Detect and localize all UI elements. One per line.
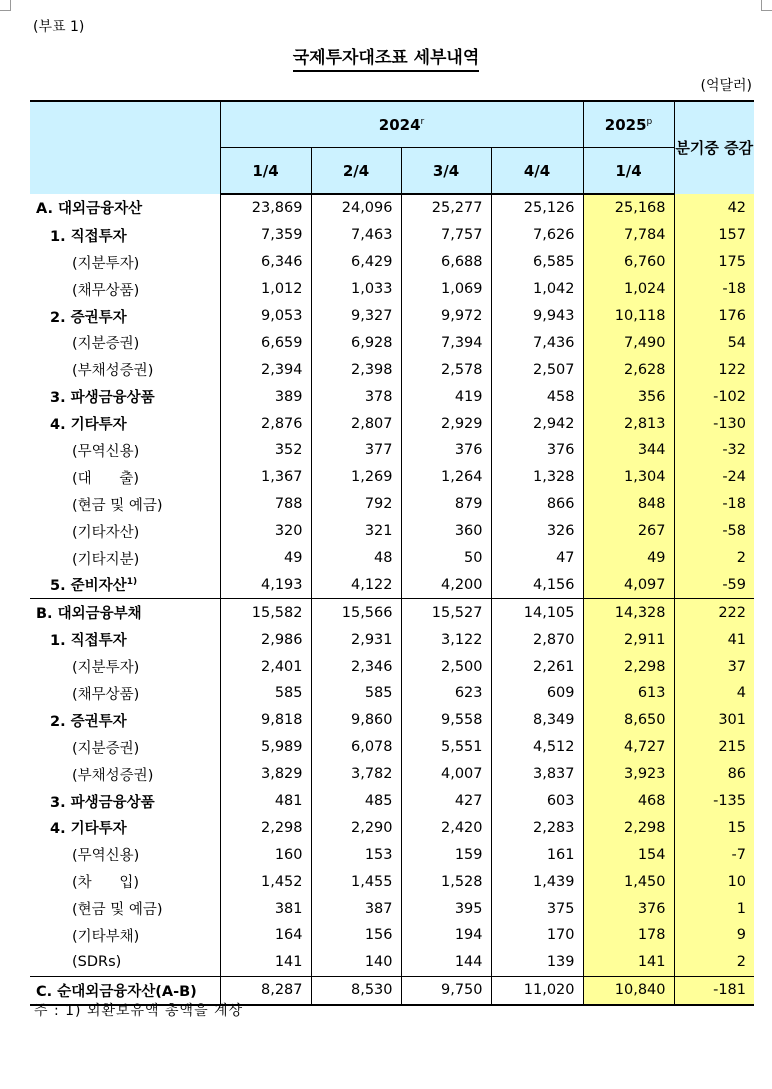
table-row: [30, 922, 754, 949]
header-quarter: 1/4: [220, 148, 311, 195]
value-cell: 156: [311, 922, 401, 949]
value-cell: 10,118: [583, 303, 674, 330]
table-row: [30, 410, 754, 437]
table-row: [30, 761, 754, 788]
table-row: [30, 276, 754, 303]
value-cell: 1,450: [583, 868, 674, 895]
change-cell: 301: [674, 707, 754, 734]
value-cell: 585: [220, 680, 311, 707]
value-cell: 419: [401, 383, 491, 410]
value-cell: 3,122: [401, 626, 491, 653]
value-cell: 9,943: [491, 303, 583, 330]
value-cell: 376: [583, 895, 674, 922]
value-cell: 14,328: [583, 599, 674, 626]
row-label: (기타지분): [30, 545, 220, 572]
table-row: [30, 545, 754, 572]
change-cell: 15: [674, 814, 754, 841]
value-cell: 6,928: [311, 329, 401, 356]
row-label: (부채성증권): [30, 356, 220, 383]
row-label: 1. 직접투자: [30, 222, 220, 249]
row-label: 5. 준비자산$^{1)}$: [30, 571, 220, 598]
row-label: (부채성증권): [30, 761, 220, 788]
value-cell: 178: [583, 922, 674, 949]
value-cell: 1,328: [491, 464, 583, 491]
row-label: (현금 및 예금): [30, 895, 220, 922]
change-cell: -18: [674, 276, 754, 303]
value-cell: 141: [220, 949, 311, 976]
value-cell: 352: [220, 437, 311, 464]
value-cell: 2,394: [220, 356, 311, 383]
value-cell: 866: [491, 491, 583, 518]
value-cell: 485: [311, 788, 401, 815]
value-cell: 9,972: [401, 303, 491, 330]
value-cell: 48: [311, 545, 401, 572]
row-label: (차 입): [30, 868, 220, 895]
value-cell: 2,578: [401, 356, 491, 383]
value-cell: 356: [583, 383, 674, 410]
value-cell: 154: [583, 841, 674, 868]
value-cell: 2,298: [583, 814, 674, 841]
value-cell: 5,989: [220, 734, 311, 761]
value-cell: 376: [491, 437, 583, 464]
value-cell: 141: [583, 949, 674, 976]
value-cell: 8,349: [491, 707, 583, 734]
value-cell: 4,156: [491, 571, 583, 598]
row-label: (지분증권): [30, 329, 220, 356]
value-cell: 2,398: [311, 356, 401, 383]
value-cell: 848: [583, 491, 674, 518]
header-blank: [30, 101, 220, 194]
table-row: [30, 814, 754, 841]
value-cell: 160: [220, 841, 311, 868]
change-cell: -24: [674, 464, 754, 491]
row-label: (기타자산): [30, 518, 220, 545]
row-label: (대 출): [30, 464, 220, 491]
value-cell: 3,782: [311, 761, 401, 788]
table-row: [30, 653, 754, 680]
table-row: [30, 303, 754, 330]
row-label: 1. 직접투자: [30, 626, 220, 653]
value-cell: 49: [583, 545, 674, 572]
value-cell: 7,490: [583, 329, 674, 356]
change-cell: -58: [674, 518, 754, 545]
row-label: (현금 및 예금): [30, 491, 220, 518]
table-row: [30, 788, 754, 815]
change-cell: -18: [674, 491, 754, 518]
change-cell: 4: [674, 680, 754, 707]
value-cell: 4,727: [583, 734, 674, 761]
value-cell: 3,837: [491, 761, 583, 788]
value-cell: 9,860: [311, 707, 401, 734]
value-cell: 2,813: [583, 410, 674, 437]
row-label: (SDRs): [30, 949, 220, 976]
value-cell: 11,020: [491, 976, 583, 1004]
value-cell: 458: [491, 383, 583, 410]
change-cell: -102: [674, 383, 754, 410]
value-cell: 6,346: [220, 249, 311, 276]
change-cell: 86: [674, 761, 754, 788]
value-cell: 2,261: [491, 653, 583, 680]
table-row: [30, 599, 754, 626]
value-cell: 2,283: [491, 814, 583, 841]
value-cell: 2,876: [220, 410, 311, 437]
change-cell: -135: [674, 788, 754, 815]
value-cell: 8,650: [583, 707, 674, 734]
value-cell: 360: [401, 518, 491, 545]
value-cell: 7,359: [220, 222, 311, 249]
change-cell: 175: [674, 249, 754, 276]
value-cell: 7,463: [311, 222, 401, 249]
value-cell: 7,757: [401, 222, 491, 249]
value-cell: 8,287: [220, 976, 311, 1004]
value-cell: 6,688: [401, 249, 491, 276]
value-cell: 6,429: [311, 249, 401, 276]
header-row-years: [30, 101, 754, 148]
change-cell: -130: [674, 410, 754, 437]
table-row: [30, 626, 754, 653]
value-cell: 15,566: [311, 599, 401, 626]
change-cell: 1: [674, 895, 754, 922]
row-label: 4. 기타투자: [30, 814, 220, 841]
value-cell: 25,277: [401, 194, 491, 222]
value-cell: 623: [401, 680, 491, 707]
value-cell: 2,628: [583, 356, 674, 383]
value-cell: 4,007: [401, 761, 491, 788]
row-label: (무역신용): [30, 437, 220, 464]
header-quarter: 3/4: [401, 148, 491, 195]
value-cell: 2,346: [311, 653, 401, 680]
row-label: (채무상품): [30, 680, 220, 707]
value-cell: 140: [311, 949, 401, 976]
value-cell: 1,264: [401, 464, 491, 491]
value-cell: 159: [401, 841, 491, 868]
value-cell: 481: [220, 788, 311, 815]
value-cell: 3,923: [583, 761, 674, 788]
value-cell: 15,582: [220, 599, 311, 626]
value-cell: 1,033: [311, 276, 401, 303]
value-cell: 267: [583, 518, 674, 545]
table-row: [30, 895, 754, 922]
table-row: [30, 491, 754, 518]
title-text: 국제투자대조표 세부내역: [293, 48, 480, 72]
value-cell: 377: [311, 437, 401, 464]
value-cell: 326: [491, 518, 583, 545]
row-label: (채무상품): [30, 276, 220, 303]
value-cell: 9,053: [220, 303, 311, 330]
value-cell: 395: [401, 895, 491, 922]
table-row: [30, 194, 754, 222]
value-cell: 375: [491, 895, 583, 922]
value-cell: 468: [583, 788, 674, 815]
table-row: [30, 707, 754, 734]
corner-mark-left: [0, 0, 11, 11]
value-cell: 15,527: [401, 599, 491, 626]
header-change: 분기중 증감: [674, 101, 754, 194]
value-cell: 376: [401, 437, 491, 464]
value-cell: 792: [311, 491, 401, 518]
table-row: [30, 383, 754, 410]
value-cell: 9,750: [401, 976, 491, 1004]
table-row: [30, 680, 754, 707]
value-cell: 2,298: [583, 653, 674, 680]
value-cell: 2,507: [491, 356, 583, 383]
change-cell: 215: [674, 734, 754, 761]
table-row: [30, 518, 754, 545]
change-cell: 222: [674, 599, 754, 626]
change-cell: 41: [674, 626, 754, 653]
table-row: [30, 734, 754, 761]
row-label: (무역신용): [30, 841, 220, 868]
value-cell: 6,760: [583, 249, 674, 276]
iip-detail-table: [30, 100, 754, 1006]
value-cell: 7,394: [401, 329, 491, 356]
value-cell: 2,420: [401, 814, 491, 841]
header-year-2025: 2025$^p$: [583, 101, 674, 148]
value-cell: 7,784: [583, 222, 674, 249]
value-cell: 2,870: [491, 626, 583, 653]
row-label: A. 대외금융자산: [30, 194, 220, 222]
header-quarter: 2/4: [311, 148, 401, 195]
value-cell: 144: [401, 949, 491, 976]
value-cell: 6,659: [220, 329, 311, 356]
value-cell: 10,840: [583, 976, 674, 1004]
value-cell: 1,042: [491, 276, 583, 303]
value-cell: 14,105: [491, 599, 583, 626]
row-label: (지분투자): [30, 653, 220, 680]
change-cell: 42: [674, 194, 754, 222]
change-cell: 176: [674, 303, 754, 330]
value-cell: 5,551: [401, 734, 491, 761]
header-quarter: 4/4: [491, 148, 583, 195]
value-cell: 194: [401, 922, 491, 949]
row-label: B. 대외금융부채: [30, 599, 220, 626]
row-label: 2. 증권투자: [30, 303, 220, 330]
value-cell: 788: [220, 491, 311, 518]
value-cell: 7,436: [491, 329, 583, 356]
value-cell: 1,528: [401, 868, 491, 895]
change-cell: 10: [674, 868, 754, 895]
value-cell: 381: [220, 895, 311, 922]
value-cell: 47: [491, 545, 583, 572]
value-cell: 25,168: [583, 194, 674, 222]
value-cell: 164: [220, 922, 311, 949]
value-cell: 1,439: [491, 868, 583, 895]
value-cell: 2,986: [220, 626, 311, 653]
value-cell: 321: [311, 518, 401, 545]
table-row: [30, 464, 754, 491]
value-cell: 2,931: [311, 626, 401, 653]
table-row: [30, 329, 754, 356]
value-cell: 50: [401, 545, 491, 572]
row-label: (지분투자): [30, 249, 220, 276]
value-cell: 23,869: [220, 194, 311, 222]
value-cell: 603: [491, 788, 583, 815]
header-quarter: 1/4: [583, 148, 674, 195]
table-row: [30, 868, 754, 895]
value-cell: 2,290: [311, 814, 401, 841]
change-cell: -32: [674, 437, 754, 464]
value-cell: 389: [220, 383, 311, 410]
table-row: [30, 949, 754, 976]
value-cell: 1,452: [220, 868, 311, 895]
value-cell: 153: [311, 841, 401, 868]
unit-label: (억달러): [700, 78, 752, 94]
value-cell: 1,012: [220, 276, 311, 303]
value-cell: 2,807: [311, 410, 401, 437]
value-cell: 613: [583, 680, 674, 707]
value-cell: 1,455: [311, 868, 401, 895]
change-cell: 2: [674, 545, 754, 572]
value-cell: 2,298: [220, 814, 311, 841]
table-row: [30, 222, 754, 249]
value-cell: 7,626: [491, 222, 583, 249]
change-cell: -7: [674, 841, 754, 868]
value-cell: 320: [220, 518, 311, 545]
value-cell: 24,096: [311, 194, 401, 222]
value-cell: 609: [491, 680, 583, 707]
value-cell: 1,367: [220, 464, 311, 491]
value-cell: 4,512: [491, 734, 583, 761]
value-cell: 4,193: [220, 571, 311, 598]
table-row: [30, 571, 754, 598]
value-cell: 378: [311, 383, 401, 410]
value-cell: 2,942: [491, 410, 583, 437]
row-label: C. 순대외금융자산(A-B): [30, 976, 220, 1004]
table-row: [30, 841, 754, 868]
value-cell: 4,200: [401, 571, 491, 598]
table-row: [30, 356, 754, 383]
change-cell: -181: [674, 976, 754, 1004]
footnote: 주 : 1) 외환보유액 총액을 계상: [34, 1003, 244, 1019]
page-label: (부표 1): [33, 19, 85, 35]
value-cell: 1,024: [583, 276, 674, 303]
document-title: [0, 43, 772, 68]
value-cell: 9,327: [311, 303, 401, 330]
value-cell: 139: [491, 949, 583, 976]
change-cell: 37: [674, 653, 754, 680]
value-cell: 9,558: [401, 707, 491, 734]
value-cell: 2,500: [401, 653, 491, 680]
value-cell: 2,929: [401, 410, 491, 437]
row-label: 4. 기타투자: [30, 410, 220, 437]
change-cell: 2: [674, 949, 754, 976]
change-cell: 157: [674, 222, 754, 249]
row-label: (기타부채): [30, 922, 220, 949]
value-cell: 1,069: [401, 276, 491, 303]
value-cell: 6,585: [491, 249, 583, 276]
value-cell: 9,818: [220, 707, 311, 734]
row-label: 2. 증권투자: [30, 707, 220, 734]
value-cell: 1,304: [583, 464, 674, 491]
value-cell: 1,269: [311, 464, 401, 491]
corner-mark-right: [761, 0, 772, 11]
value-cell: 170: [491, 922, 583, 949]
value-cell: 879: [401, 491, 491, 518]
header-year-2024: 2024$^r$: [220, 101, 583, 148]
value-cell: 8,530: [311, 976, 401, 1004]
value-cell: 387: [311, 895, 401, 922]
value-cell: 344: [583, 437, 674, 464]
value-cell: 2,401: [220, 653, 311, 680]
value-cell: 161: [491, 841, 583, 868]
value-cell: 49: [220, 545, 311, 572]
change-cell: 9: [674, 922, 754, 949]
row-label: (지분증권): [30, 734, 220, 761]
value-cell: 2,911: [583, 626, 674, 653]
table-row: [30, 437, 754, 464]
footnote-mark: 1): [126, 577, 138, 588]
table-row: [30, 249, 754, 276]
value-cell: 4,097: [583, 571, 674, 598]
row-label: 3. 파생금융상품: [30, 383, 220, 410]
change-cell: 54: [674, 329, 754, 356]
row-label: 3. 파생금융상품: [30, 788, 220, 815]
value-cell: 25,126: [491, 194, 583, 222]
value-cell: 4,122: [311, 571, 401, 598]
value-cell: 427: [401, 788, 491, 815]
value-cell: 6,078: [311, 734, 401, 761]
value-cell: 3,829: [220, 761, 311, 788]
value-cell: 585: [311, 680, 401, 707]
change-cell: -59: [674, 571, 754, 598]
change-cell: 122: [674, 356, 754, 383]
